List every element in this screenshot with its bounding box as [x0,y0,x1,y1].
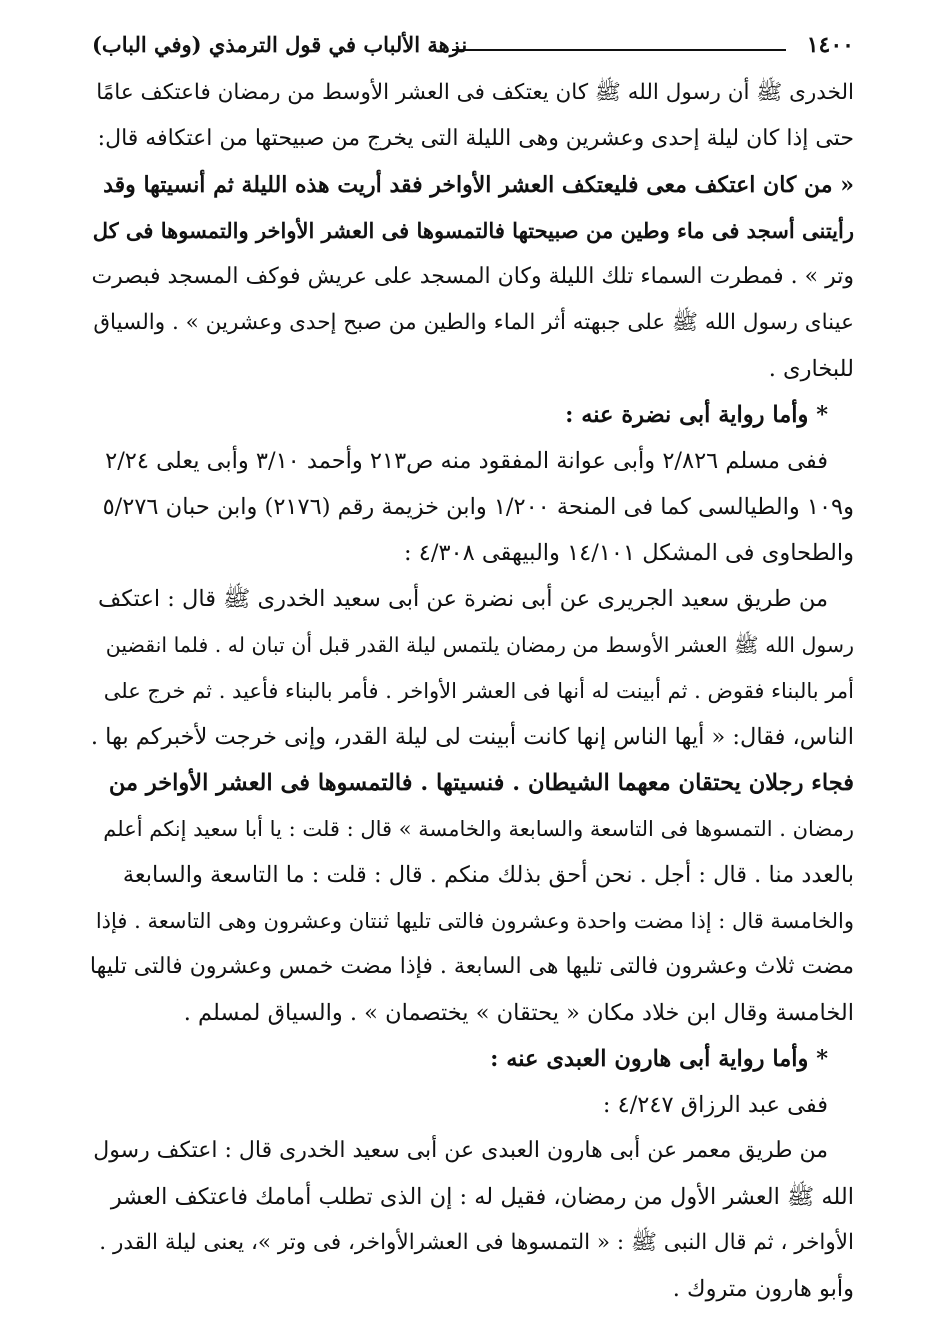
text-line: رأيتنى أسجد فى ماء وطين من صبيحتها فالتمسوها فى العشر الأواخر والتمسوها فى كل [92,218,854,243]
text-line: * وأما رواية أبى نضرة عنه : [565,402,828,428]
running-title: نزهة الألباب في قول الترمذي (وفي الباب) [92,32,468,57]
text-line: عيناى رسول الله ﷺ على جبهته أثر الماء والطين من صبح إحدى وعشرين » . والسياق [93,310,854,335]
text-line: مضت ثلاث وعشرون فالتى تليها هى السابعة . فإذا مضت خمس وعشرون فالتى تليها [89,954,854,979]
text-line: و١٠٩ والطيالسى كما فى المنحة ١/٢٠٠ وابن خزيمة رقم (٢١٧٦) وابن حبان ٥/٢٧٦ [102,494,854,520]
text-line: ففى مسلم ٢/٨٢٦ وأبى عوانة المفقود منه ص٢١٣ وأحمد ٣/١٠ وأبى يعلى ٢/٢٤ [105,448,828,474]
page-body-text [88,70,854,1312]
text-line: فجاء رجلان يحتقان معهما الشيطان . فنسيتها . فالتمسوها فى العشر الأواخر من [108,770,854,796]
text-line: « من كان اعتكف معى فليعتكف العشر الأواخر فقد أريت هذه الليلة ثم أنسيتها وقد [103,172,854,198]
text-line: حتى إذا كان ليلة إحدى وعشرين وهى الليلة التى يخرج من صبيحتها من اعتكافه قال: [97,126,854,151]
text-line: وتر » . فمطرت السماء تلك الليلة وكان المسجد على عريش فوكف المسجد فبصرت [91,264,854,289]
text-line: من طريق معمر عن أبى هارون العبدى عن أبى سعيد الخدرى قال : اعتكف رسول [93,1138,828,1163]
text-line: الخامسة وقال ابن خلاد مكان « يحتقان » يختصمان » . والسياق لمسلم . [183,1000,854,1026]
text-line: للبخارى . [768,356,854,382]
text-line: من طريق سعيد الجريرى عن أبى نضرة عن أبى سعيد الخدرى ﷺ قال : اعتكف [97,586,828,612]
text-line: الله ﷺ العشر الأول من رمضان، فقيل له : إن الذى تطلب أمامك فاعتكف العشر [110,1184,854,1210]
text-line: الأواخر ، ثم قال النبى ﷺ : « التمسوها فى العشرالأواخر، فى وتر »، يعنى ليلة القدر . [99,1230,854,1255]
text-line: بالعدد منا . قال : أجل . نحن أحق بذلك منكم . قال : قلت : ما التاسعة والسابعة [122,862,854,888]
page-header [92,30,854,66]
text-line: والطحاوى فى المشكل ١٤/١٠١ والبيهقى ٤/٣٠٨ : [404,540,854,566]
text-line: والخامسة قال : إذا مضت واحدة وعشرون فالتى تليها ثنتان وعشرون وهى التاسعة . فإذا [95,909,854,933]
text-line: الناس، فقال: « أيها الناس إنها كانت أبينت لى ليلة القدر، وإنى خرجت لأخبركم بها . [90,724,854,750]
text-line: الخدرى ﷺ أن رسول الله ﷺ كان يعتكف فى العشر الأوسط من رمضان فاعتكف عامًا [96,80,854,105]
page-number: ١٤٠٠ [806,32,854,58]
header-rule [452,49,786,51]
text-line: أمر بالبناء فقوض . ثم أبينت له أنها فى العشر الأواخر . فأمر بالبناء فأعيد . ثم خرج على [103,679,854,703]
text-line: * وأما رواية أبى هارون العبدى عنه : [490,1046,828,1072]
text-line: ففى عبد الرزاق ٤/٢٤٧ : [602,1092,828,1118]
text-line: رسول الله ﷺ العشر الأوسط من رمضان يلتمس ليلة القدر قبل أن تبان له . فلما انقضين [105,633,854,657]
text-line: وأبو هارون متروك . [672,1276,854,1302]
text-line: رمضان . التمسوها فى التاسعة والسابعة والخامسة » قال : قلت : يا أبا سعيد إنكم أعلم [103,817,854,841]
